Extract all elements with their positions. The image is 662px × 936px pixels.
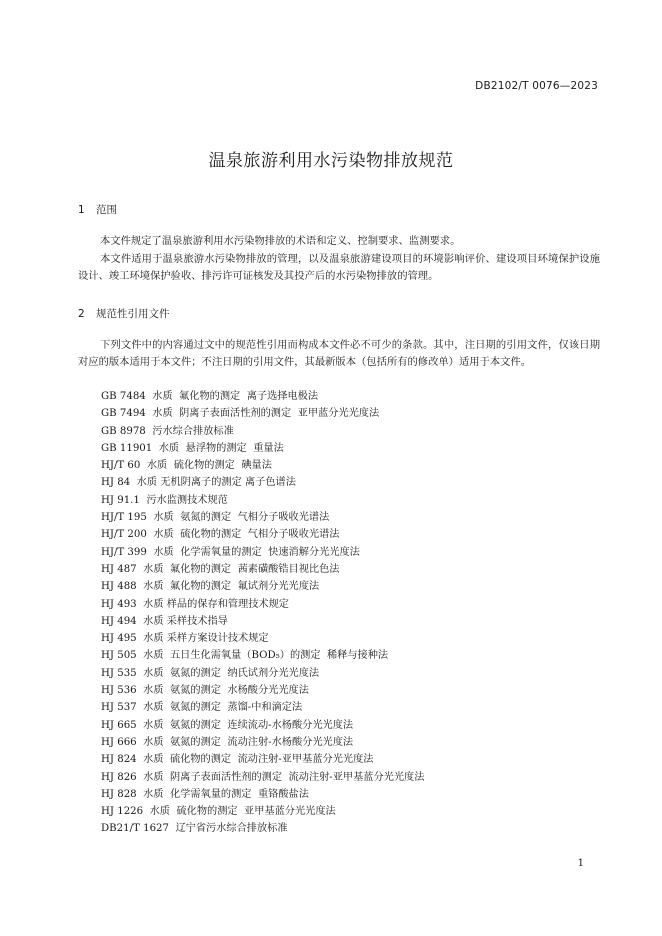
document-id: DB2102/T 0076—2023 (475, 80, 598, 92)
reference-item: HJ 666 水质 氨氮的测定 流动注射-水杨酸分光光度法 (101, 736, 354, 748)
reference-item: GB 7484 水质 氟化物的测定 离子选择电极法 (101, 391, 319, 402)
reference-item: HJ 536 水质 氨氮的测定 水杨酸分光光度法 (101, 685, 309, 697)
section-number: 2 (78, 308, 85, 320)
reference-list (101, 388, 424, 838)
reference-item: HJ 505 水质 五日生化需氧量（BOD₅）的测定 稀释与接种法 (101, 650, 389, 662)
reference-item: HJ 665 水质 氨氮的测定 连续流动-水杨酸分光光度法 (101, 719, 354, 731)
scope-paragraph-2: 本文件适用于温泉旅游水污染物排放的管理，以及温泉旅游建设项目的环境影响评价、建设项目环境保护设施设计、竣工环境保护验收、排污许可证核发及其投产后的水污染物排放的管理。 (78, 253, 600, 282)
reference-item: HJ 488 水质 氟化物的测定 氟试剂分光光度法 (101, 581, 320, 593)
reference-item: HJ/T 399 水质 化学需氧量的测定 快速消解分光光度法 (101, 546, 360, 558)
reference-item: HJ 824 水质 硫化物的测定 流动注射-亚甲基蓝分光光度法 (101, 754, 374, 766)
reference-item: HJ 537 水质 氨氮的测定 蒸馏-中和滴定法 (101, 702, 303, 714)
section-heading-scope (78, 202, 117, 217)
reference-item: HJ 494 水质 采样技术指导 (101, 615, 228, 627)
page-title: 温泉旅游利用水污染物排放规范 (208, 151, 454, 171)
reference-item: HJ 1226 水质 硫化物的测定 亚甲基蓝分光光度法 (101, 806, 336, 818)
reference-item: HJ 493 水质 样品的保存和管理技术规定 (101, 598, 289, 610)
reference-item: HJ 826 水质 阴离子表面活性剂的测定 流动注射-亚甲基蓝分光光度法 (101, 771, 425, 783)
reference-item: HJ 535 水质 氨氮的测定 纳氏试剂分光光度法 (101, 667, 320, 679)
section-title: 规范性引用文件 (96, 308, 170, 320)
page-number: 1 (577, 858, 584, 869)
reference-item: DB21/T 1627 辽宁省污水综合排放标准 (101, 823, 288, 835)
section-heading-references (78, 306, 170, 321)
reference-item: HJ/T 200 水质 硫化物的测定 气相分子吸收光谱法 (101, 529, 340, 541)
reference-item: HJ/T 195 水质 氨氮的测定 气相分子吸收光谱法 (101, 512, 330, 524)
reference-item: GB 8978 污水综合排放标准 (101, 425, 234, 437)
section-title: 范围 (96, 204, 117, 216)
section-number: 1 (78, 204, 85, 216)
scope-paragraph-1: 本文件规定了温泉旅游利用水污染物排放的术语和定义、控制要求、监测要求。 (100, 235, 461, 247)
references-intro: 下列文件中的内容通过文中的规范性引用而构成本文件必不可少的条款。其中，注日期的引用文件，仅该日期对应的版本适用于本文件；不注日期的引用文件，其最新版本（包括所有的修改单）适用于本文件。 (78, 339, 600, 368)
reference-item: HJ 828 水质 化学需氧量的测定 重铬酸盐法 (101, 788, 309, 800)
reference-item: GB 11901 水质 悬浮物的测定 重量法 (101, 442, 284, 454)
reference-item: HJ 495 水质 采样方案设计技术规定 (101, 633, 269, 645)
reference-item: HJ 487 水质 氟化物的测定 茜素磺酸锆目视比色法 (101, 563, 340, 575)
reference-item: HJ 84 水质 无机阴离子的测定 离子色谱法 (101, 477, 296, 489)
reference-item: HJ 91.1 污水监测技术规范 (101, 494, 228, 506)
reference-item: GB 7494 水质 阴离子表面活性剂的测定 亚甲蓝分光光度法 (101, 408, 380, 420)
reference-item: HJ/T 60 水质 硫化物的测定 碘量法 (101, 460, 272, 472)
